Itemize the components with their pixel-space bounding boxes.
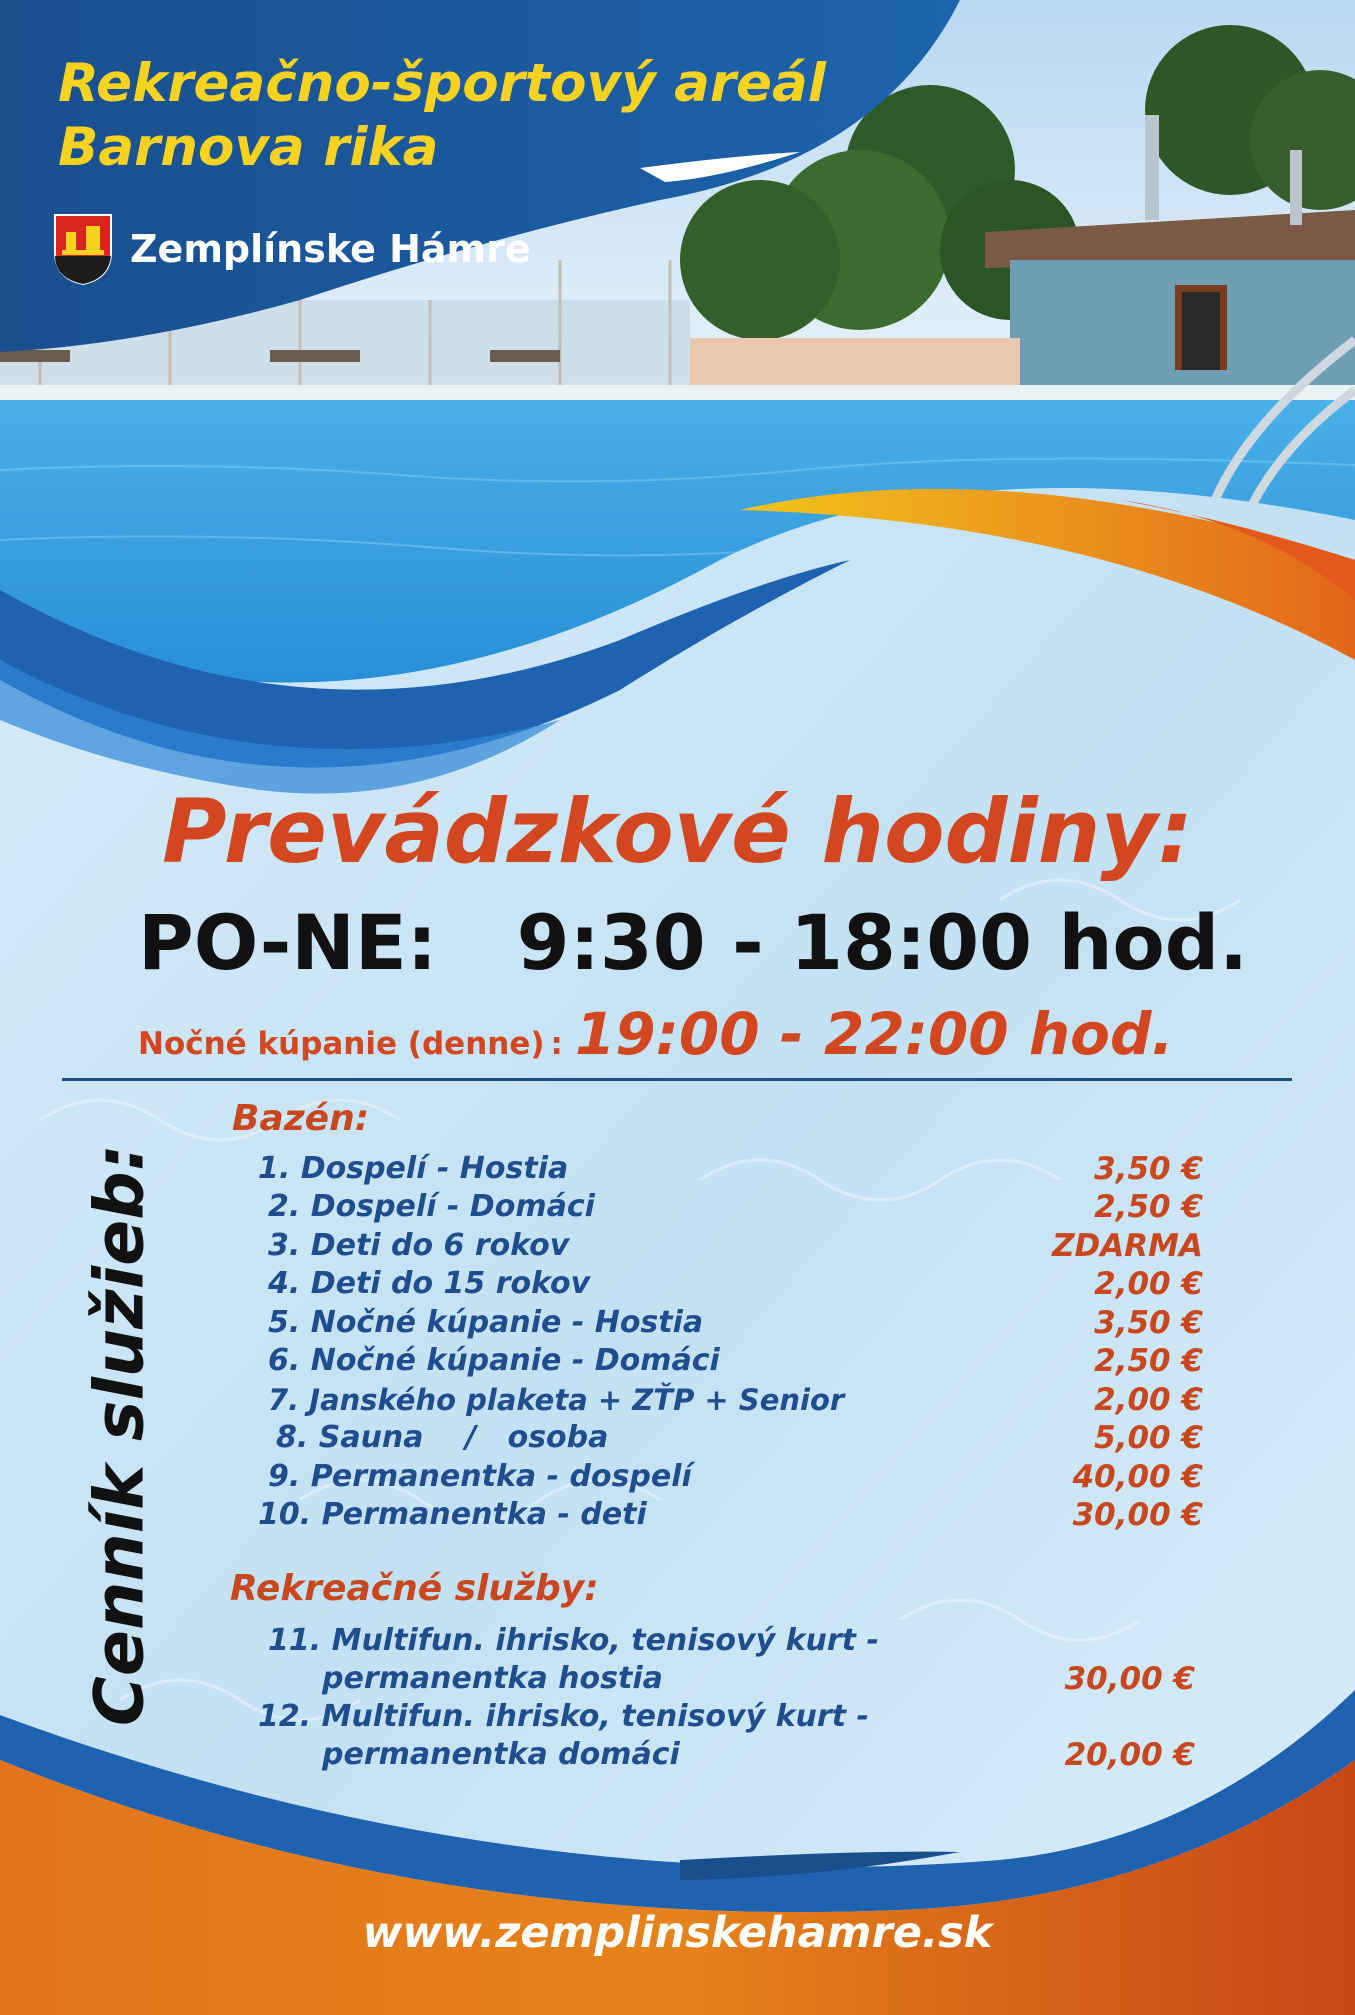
- list-item: [268, 1342, 1203, 1380]
- price-item-label: 10. Permanentka - deti: [258, 1497, 647, 1532]
- list-item: [268, 1304, 1203, 1342]
- price-item-value: ZDARMA: [1052, 1228, 1203, 1264]
- section-divider: [62, 1078, 1292, 1081]
- pricelist-vertical-title: Cenník služieb:: [80, 1143, 160, 1727]
- list-item: [268, 1188, 1203, 1226]
- price-item-label: 5. Nočné kúpanie - Hostia: [268, 1305, 704, 1340]
- price-item-label: 2. Dospelí - Domáci: [268, 1189, 595, 1224]
- price-item-value: 30,00 €: [1072, 1497, 1203, 1533]
- price-item-label-cont: permanentka hostia: [322, 1661, 663, 1696]
- municipality-name: Zemplínske Hámre: [130, 227, 531, 271]
- area-title-line2: Barnova rika: [58, 117, 439, 178]
- price-item-value: 30,00 €: [1064, 1661, 1195, 1697]
- price-item-label: 6. Nočné kúpanie - Domáci: [268, 1343, 720, 1378]
- price-item-label-cont: permanentka domáci: [322, 1737, 680, 1772]
- website-link[interactable]: www.zemplinskehamre.sk: [362, 1908, 993, 1958]
- list-item: [258, 1698, 1195, 1776]
- area-title-line1: Rekreačno-športový areál: [58, 53, 826, 114]
- price-item-label: 4. Deti do 15 rokov: [268, 1266, 591, 1301]
- price-item-value: 3,50 €: [1094, 1151, 1203, 1187]
- list-item: [276, 1419, 1203, 1457]
- coat-of-arms-icon: [52, 212, 114, 286]
- area-title: [58, 52, 826, 180]
- price-item-value: 2,00 €: [1094, 1266, 1203, 1302]
- price-item-value: 2,00 €: [1094, 1382, 1203, 1418]
- night-swimming: [138, 1000, 1174, 1068]
- price-item-value: 5,00 €: [1094, 1420, 1203, 1456]
- list-item: [268, 1458, 1203, 1496]
- opening-hours-main: [138, 898, 1248, 988]
- night-swimming-time: 19:00 - 22:00 hod.: [574, 1000, 1174, 1068]
- price-item-label: 7. Janského plaketa + ZŤP + Senior: [268, 1383, 845, 1417]
- price-item-label: 12. Multifun. ihrisko, tenisový kurt -: [258, 1699, 869, 1734]
- opening-hours-heading: Prevádzkové hodiny:: [162, 780, 1193, 883]
- municipality-brand: [52, 212, 531, 286]
- price-item-label: 8. Sauna / osoba: [276, 1420, 609, 1455]
- price-item-value: 2,50 €: [1094, 1343, 1203, 1379]
- list-item: [258, 1150, 1203, 1188]
- price-item-value: 20,00 €: [1064, 1737, 1195, 1773]
- night-swimming-label: Nočné kúpanie (denne): [138, 1026, 545, 1062]
- night-swimming-separator: :: [550, 1026, 563, 1062]
- price-item-value: 3,50 €: [1094, 1305, 1203, 1341]
- list-item: [268, 1227, 1203, 1265]
- pool-heading: Bazén:: [232, 1098, 370, 1139]
- price-item-label: 1. Dospelí - Hostia: [258, 1151, 569, 1186]
- price-item-label: 3. Deti do 6 rokov: [268, 1228, 570, 1263]
- price-item-label: 9. Permanentka - dospelí: [268, 1459, 692, 1494]
- list-item: [268, 1265, 1203, 1303]
- opening-days: PO-NE:: [138, 898, 438, 987]
- list-item: [268, 1622, 1195, 1700]
- price-item-value: 40,00 €: [1072, 1459, 1203, 1495]
- list-item: [258, 1496, 1203, 1534]
- price-item-label: 11. Multifun. ihrisko, tenisový kurt -: [268, 1623, 879, 1658]
- opening-time: 9:30 - 18:00 hod.: [516, 898, 1249, 987]
- list-item: [268, 1381, 1203, 1419]
- recreation-heading: Rekreačné služby:: [230, 1568, 599, 1609]
- price-item-value: 2,50 €: [1094, 1189, 1203, 1225]
